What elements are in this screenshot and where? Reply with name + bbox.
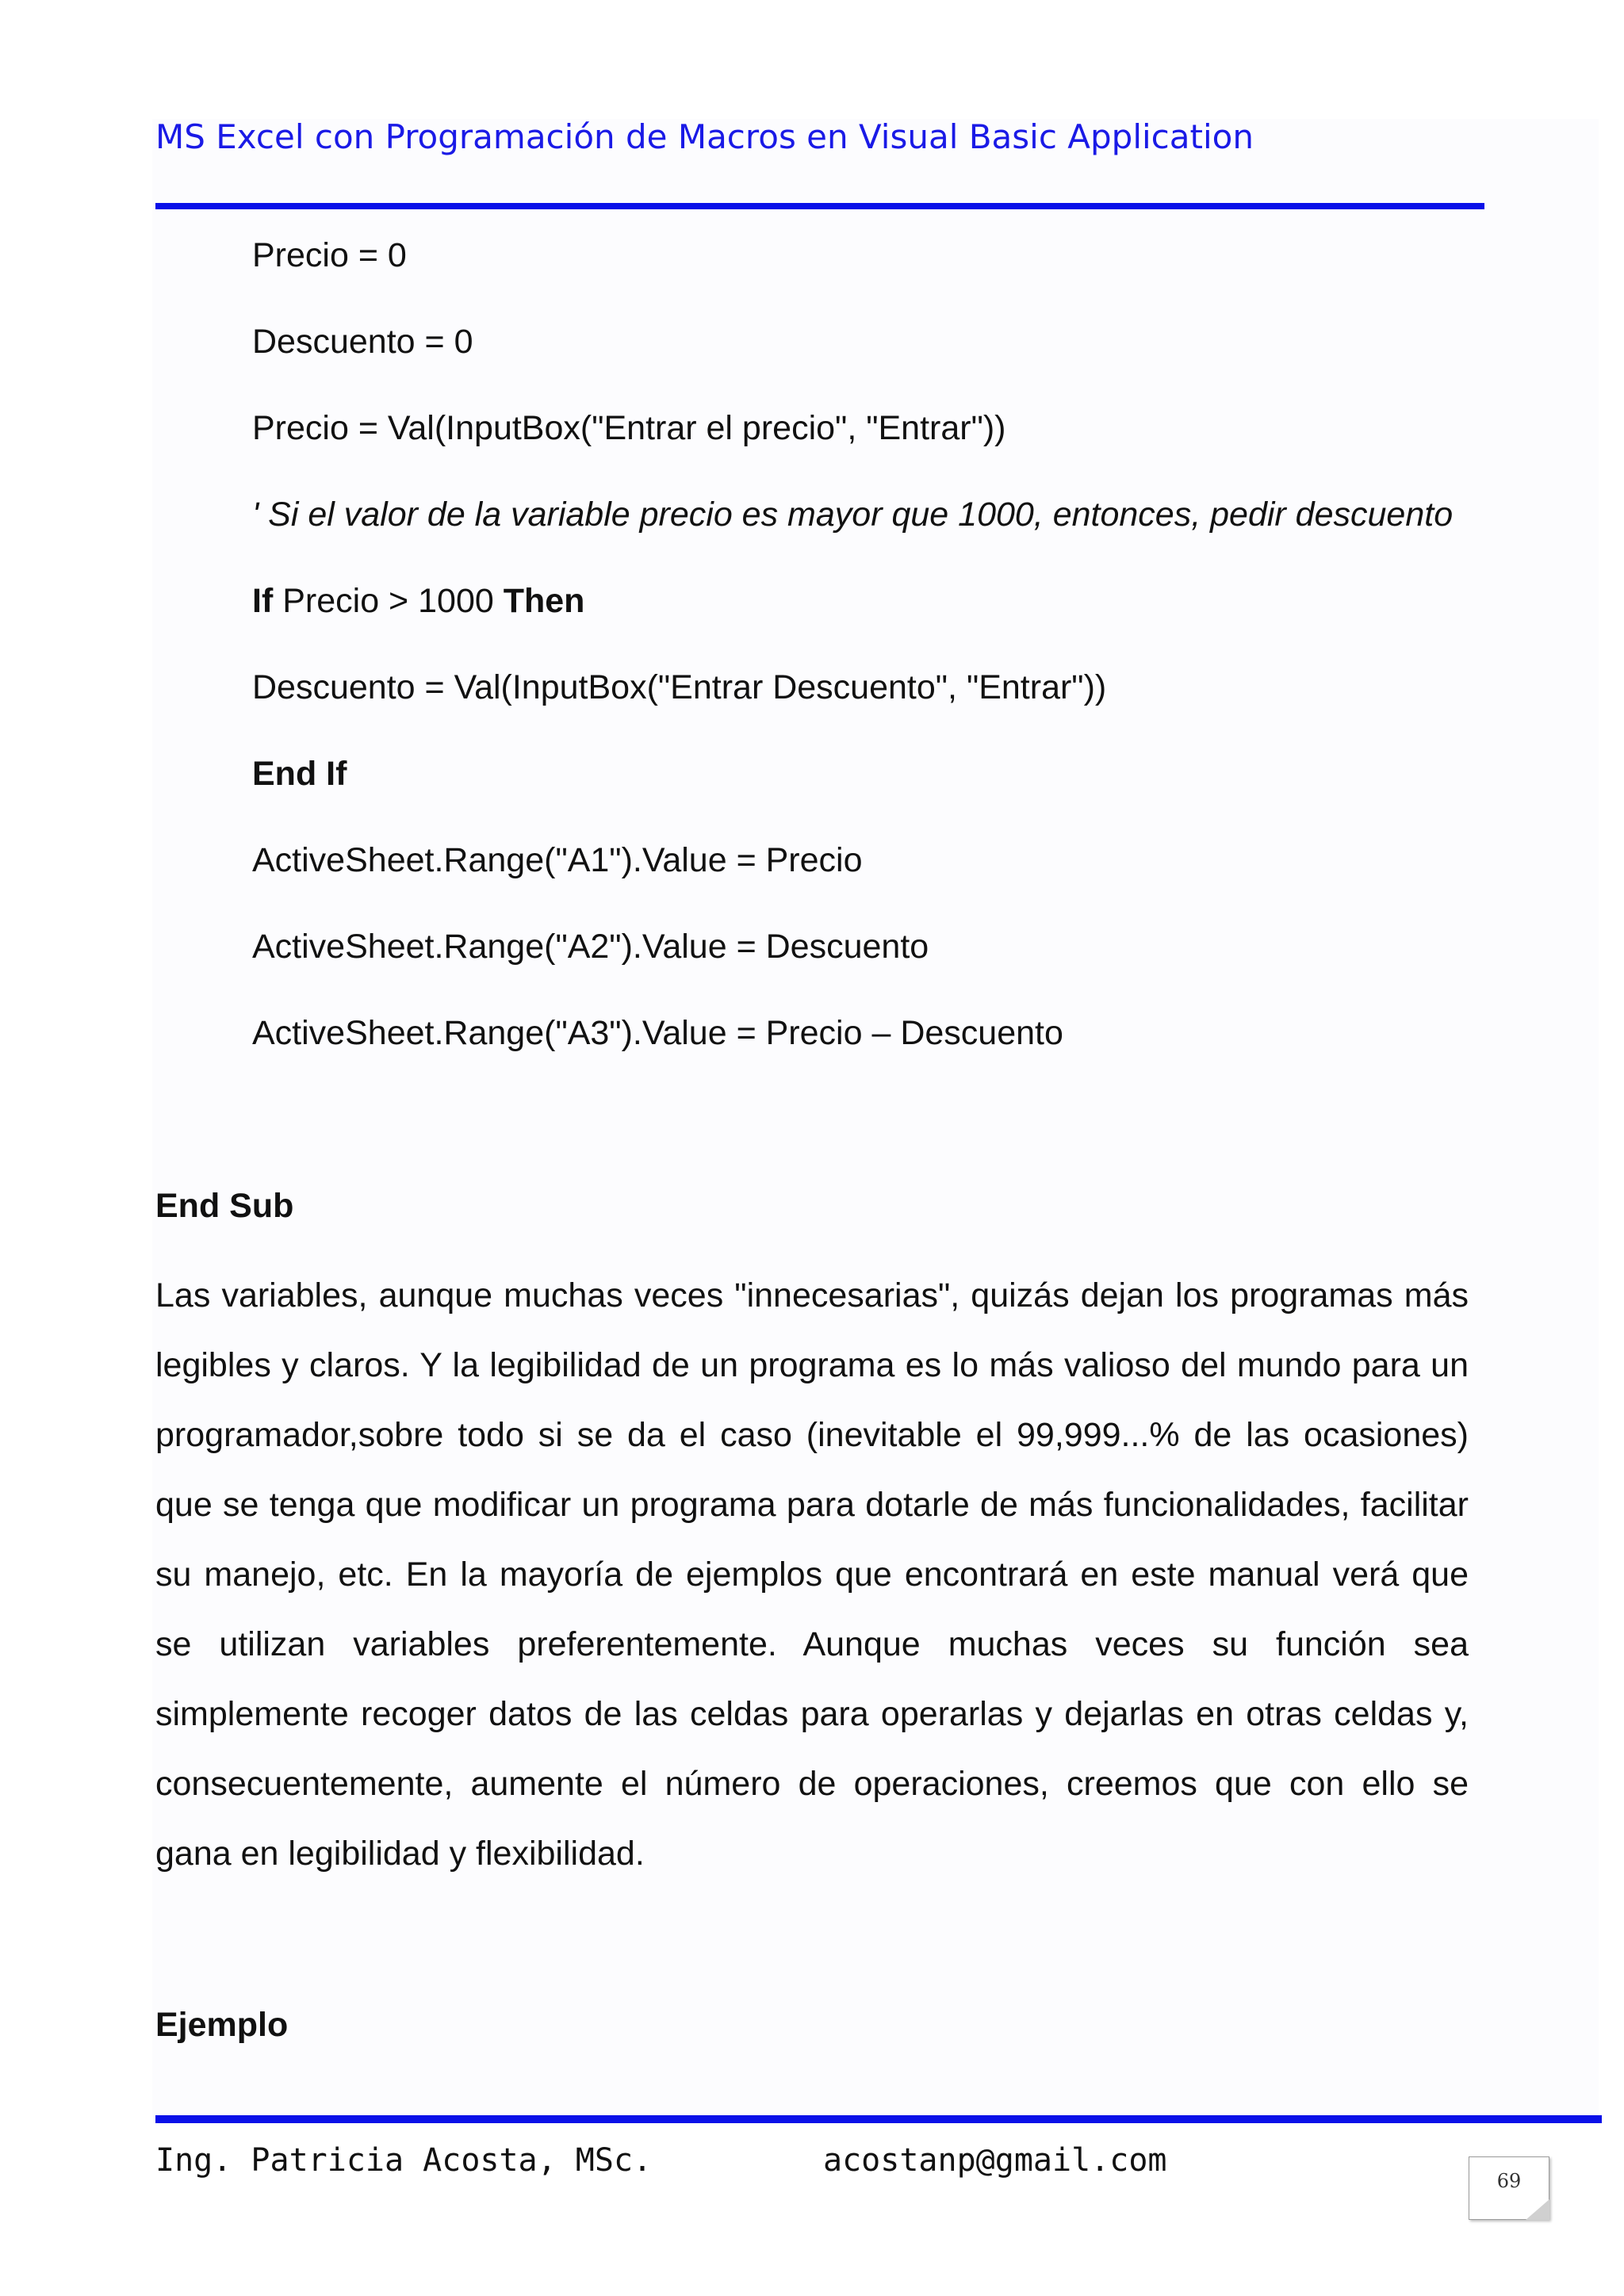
code-line-descuento-input: Descuento = Val(InputBox("Entrar Descuento", "Entrar")) bbox=[252, 668, 1107, 706]
page-number-box bbox=[1469, 2156, 1549, 2220]
code-line-range-a2: ActiveSheet.Range("A2").Value = Descuento bbox=[252, 928, 929, 966]
code-line-descuento-init: Descuento = 0 bbox=[252, 323, 473, 361]
keyword-if: If bbox=[252, 582, 274, 620]
code-line-precio-input: Precio = Val(InputBox("Entrar el precio", "Entrar")) bbox=[252, 409, 1006, 447]
footer-email: acostanp@gmail.com bbox=[823, 2142, 1167, 2179]
code-comment-line: ' Si el valor de la variable precio es mayor que 1000, entonces, pedir descuento bbox=[252, 496, 1454, 534]
footer-author: Ing. Patricia Acosta, MSc. bbox=[155, 2142, 653, 2179]
footer-rule bbox=[155, 2115, 1602, 2123]
page-fold-icon bbox=[1526, 2199, 1549, 2220]
keyword-then: Then bbox=[503, 582, 585, 620]
if-condition: Precio > 1000 bbox=[273, 582, 504, 620]
code-line-precio-init: Precio = 0 bbox=[252, 236, 407, 274]
section-heading: Ejemplo bbox=[155, 2006, 289, 2044]
code-line-end-sub: End Sub bbox=[155, 1187, 294, 1225]
code-line-if bbox=[252, 582, 584, 621]
code-line-range-a3: ActiveSheet.Range("A3").Value = Precio – Descuento bbox=[252, 1014, 1063, 1052]
header-rule bbox=[155, 203, 1484, 209]
page-number: 69 bbox=[1496, 2170, 1522, 2192]
code-line-end-if: End If bbox=[252, 755, 347, 793]
code-line-range-a1: ActiveSheet.Range("A1").Value = Precio bbox=[252, 841, 863, 879]
body-paragraph: Las variables, aunque muchas veces "innecesarias", quizás dejan los programas más legibles y claros. Y la legibilidad de un programa es lo más valioso del mundo para un programador,sobre todo si se da el caso (inevitable el 99,999...% de las ocasiones) que se tenga que modificar un programa para dotarle de más funcionalidades, facilitar su manejo, etc. En la mayoría de ejemplos que encontrará en este manual verá que se utilizan variables preferentemente. Aunque muchas veces su función sea simplemente recoger datos de las celdas para operarlas y dejarlas en otras celdas y, consecuentemente, aumente el número de operaciones, creemos que con ello se gana en legibilidad y flexibilidad. bbox=[155, 1276, 1469, 1873]
document-header-title: MS Excel con Programación de Macros en Visual Basic Application bbox=[155, 117, 1254, 156]
